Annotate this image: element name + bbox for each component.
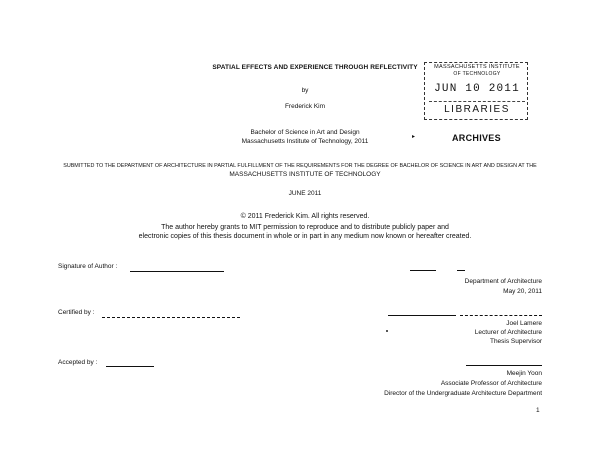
- bullet-icon: ▸: [412, 134, 416, 140]
- certified-line: [102, 317, 240, 318]
- archives-label: ARCHIVES: [452, 133, 501, 143]
- library-stamp: [424, 62, 528, 120]
- accepted-signature-line: [466, 365, 542, 366]
- certified-label: Certified by :: [58, 309, 95, 316]
- stamp-technology-line: OF TECHNOLOGY: [453, 71, 501, 77]
- institution-year: Massachusetts Institute of Technology, 2011: [241, 138, 369, 145]
- accepted-title: Associate Professor of Architecture: [440, 380, 542, 387]
- certified-title: Lecturer of Architecture: [474, 329, 542, 336]
- accepted-label: Accepted by :: [58, 359, 98, 366]
- accepted-line: [106, 366, 154, 367]
- by-label: by: [301, 87, 309, 94]
- thesis-title: SPATIAL EFFECTS AND EXPERIENCE THROUGH REFLECTIVITY: [212, 64, 418, 71]
- submission-date: JUNE 2011: [288, 190, 322, 197]
- submitted-line-2: MASSACHUSETTS INSTITUTE OF TECHNOLOGY: [229, 171, 381, 178]
- accepted-role: Director of the Undergraduate Architecture Department: [384, 390, 542, 397]
- copyright-line: © 2011 Frederick Kim. All rights reserved.: [240, 213, 370, 220]
- certified-signature-line: [388, 315, 456, 316]
- certified-name: Joel Lamere: [506, 320, 542, 327]
- stamp-libraries: LIBRARIES: [444, 104, 510, 115]
- signature-date: May 20, 2011: [503, 288, 542, 295]
- permission-line-2: electronic copies of this thesis document in whole or in part in any medium now known or hereafter created.: [138, 233, 472, 240]
- prior-degree: Bachelor of Science in Art and Design: [250, 129, 360, 136]
- signature-mark-line-2: [457, 270, 465, 271]
- signature-department: Department of Architecture: [464, 278, 542, 285]
- submitted-line-1: SUBMITTED TO THE DEPARTMENT OF ARCHITECTURE IN PARTIAL FULFILLMENT OF THE REQUIREMENTS FOR THE DEGREE OF BACHELOR OF SCIENCE IN ART AND DESIGN AT THE: [63, 163, 537, 169]
- speck-mark: [386, 330, 388, 332]
- permission-line-1: The author hereby grants to MIT permission to reproduce and to distribute publicly paper and: [161, 224, 449, 231]
- page-number: 1: [536, 407, 540, 414]
- author-name: Frederick Kim: [284, 103, 326, 110]
- signature-mark-line: [410, 270, 436, 271]
- signature-line: [130, 271, 224, 272]
- signature-label: Signature of Author :: [58, 263, 118, 270]
- stamp-divider: [429, 101, 525, 102]
- certified-role: Thesis Supervisor: [489, 338, 542, 345]
- stamp-institute-line: MASSACHUSETTS INSTITUTE: [434, 64, 520, 70]
- accepted-name: Meejin Yoon: [506, 370, 542, 377]
- certified-signature-line-2: [460, 315, 542, 316]
- stamp-date: JUN 10 2011: [434, 83, 520, 95]
